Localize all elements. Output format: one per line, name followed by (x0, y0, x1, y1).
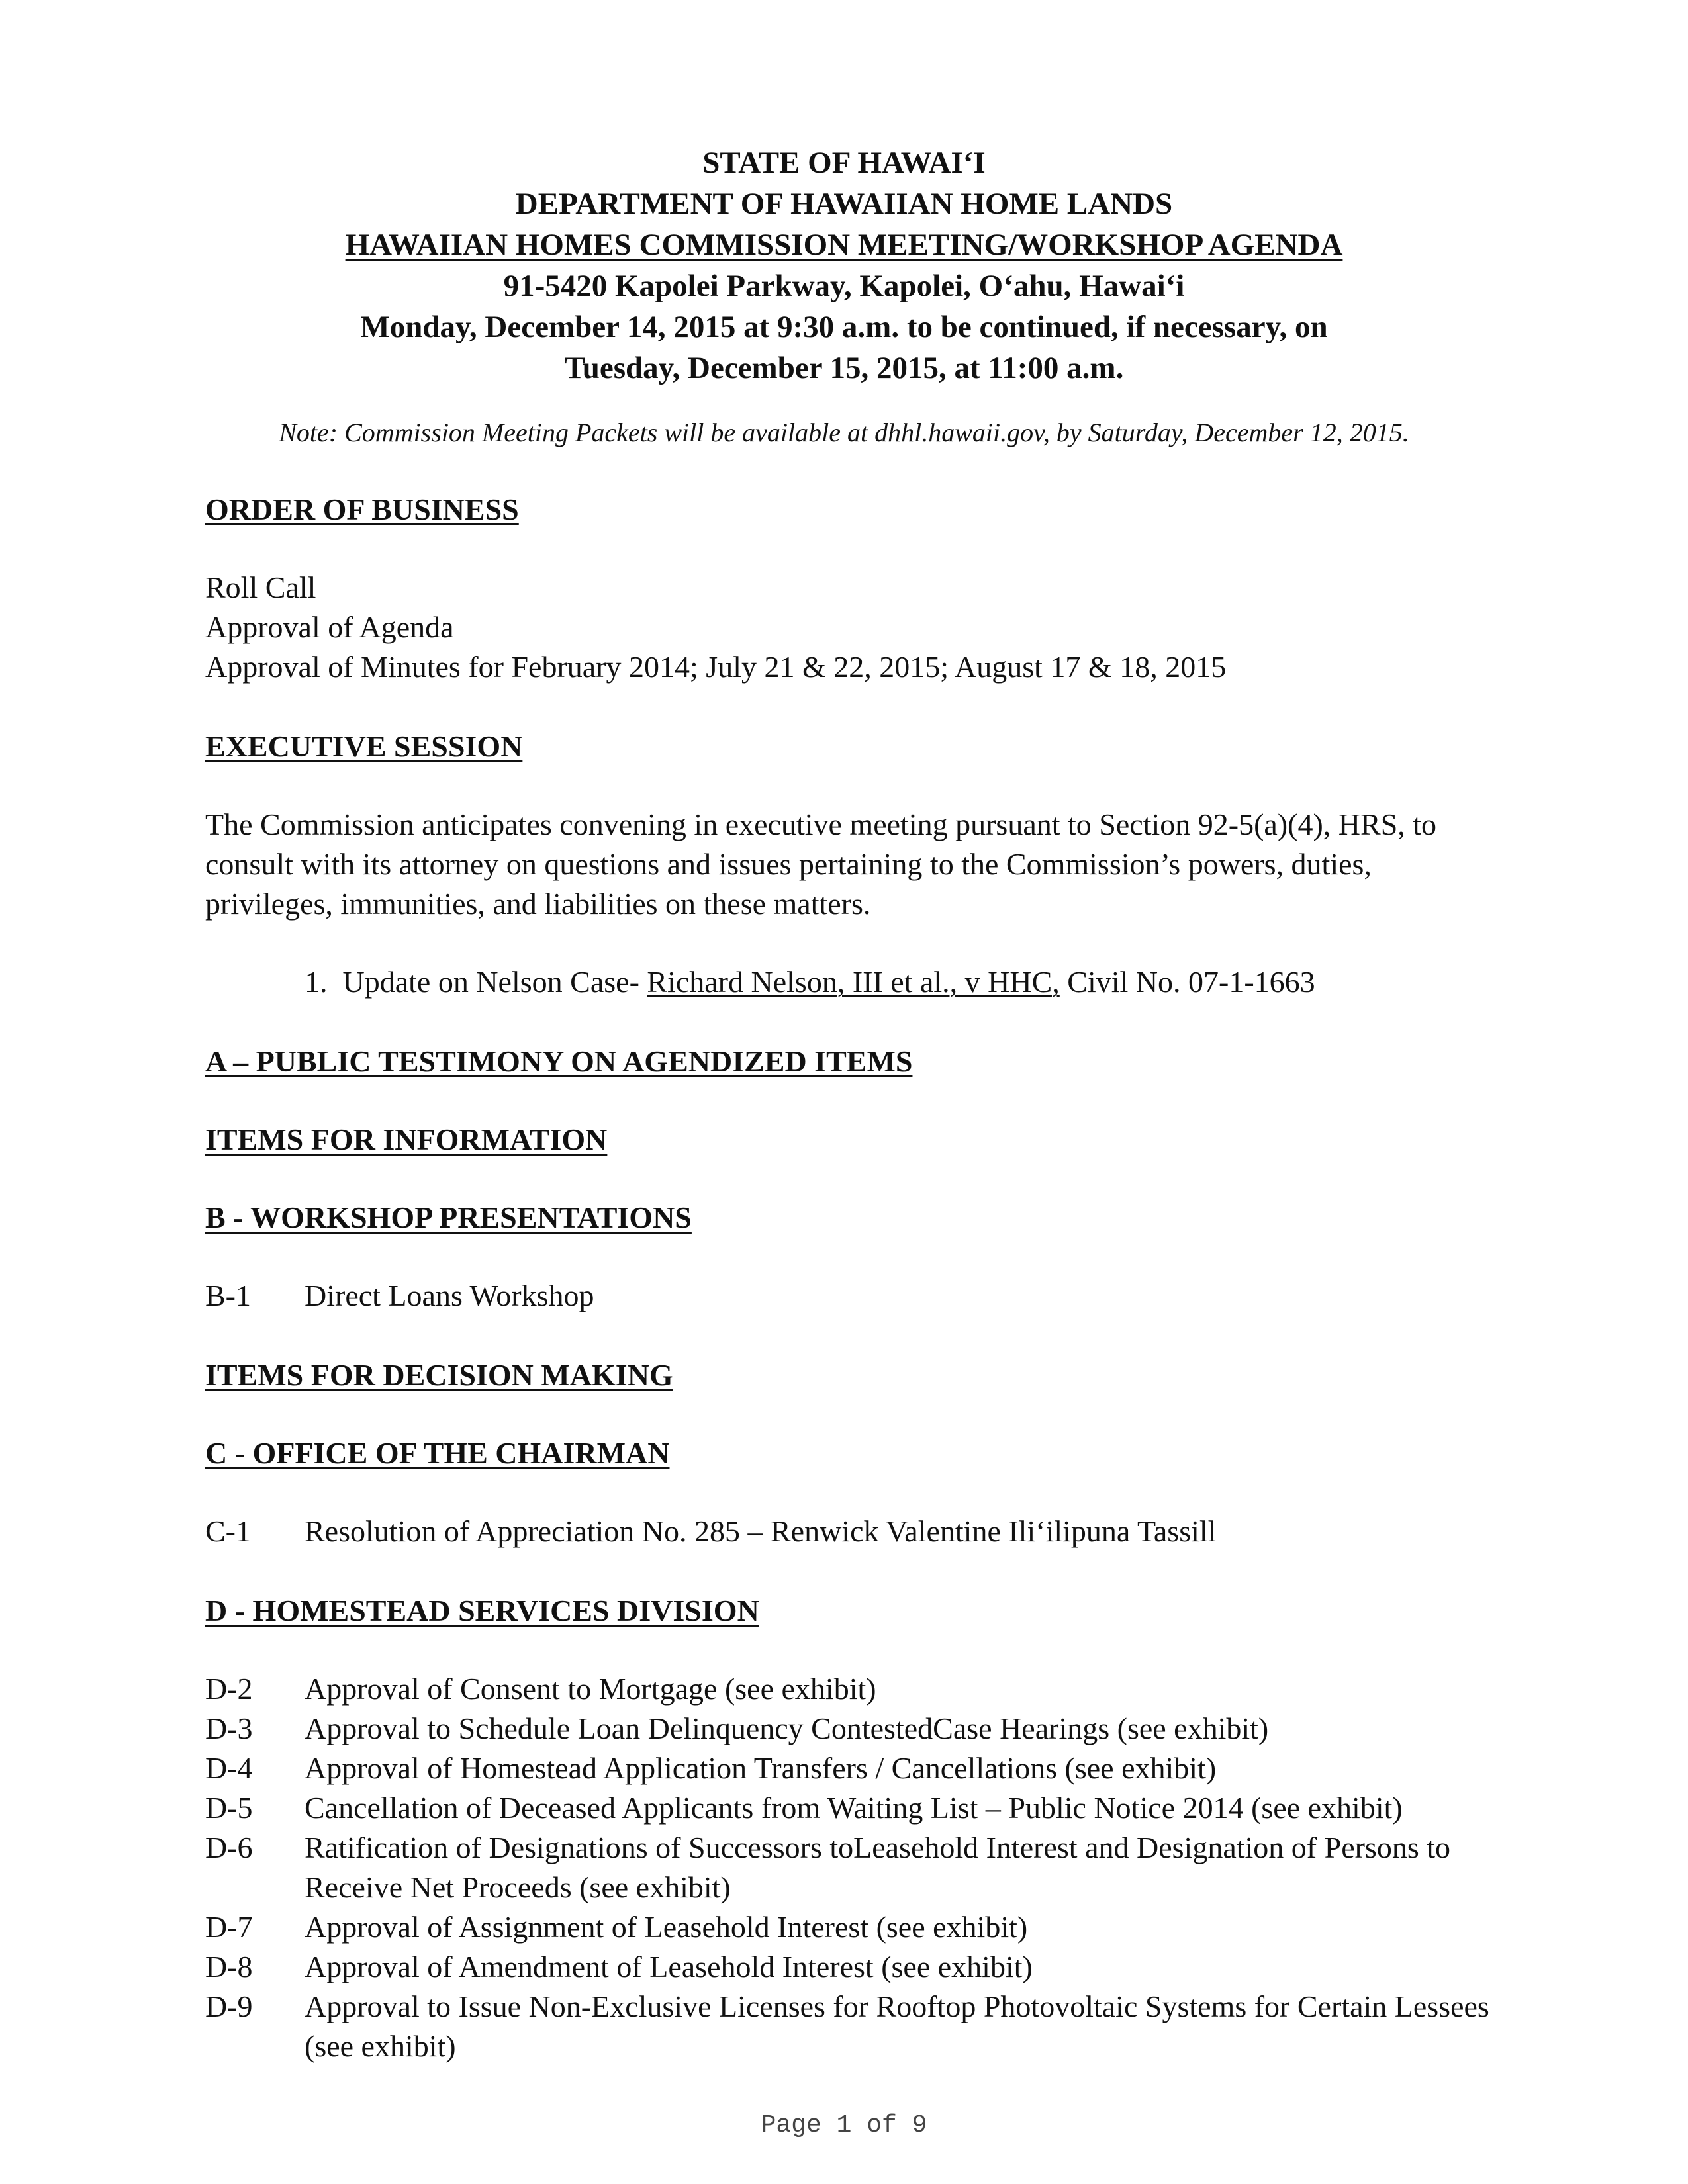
executive-session-paragraph: The Commission anticipates convening in executive meeting pursuant to Section 92-5(a)(4), HRS, to consult with its attorney on questions and issues pertaining to the Commission’s powers, duties, privileges, immunities, and liabilities on these matters. (205, 807, 1437, 921)
item-text: Approval to Schedule Loan Delinquency ContestedCase Hearings (see exhibit) (305, 1711, 1269, 1745)
list-item (205, 1907, 1516, 1947)
item-text: Resolution of Appreciation No. 285 – Renwick Valentine Ili‘ilipuna Tassill (305, 1514, 1217, 1548)
header-address: 91-5420 Kapolei Parkway, Kapolei, O‘ahu, Hawai‘i (503, 269, 1185, 303)
header-state: STATE OF HAWAI‘I (702, 146, 986, 180)
list-item (205, 1947, 1516, 1987)
item-code: D-2 (205, 1672, 253, 1706)
item-code: D-7 (205, 1910, 253, 1944)
item-text: Approval of Homestead Application Transfers / Cancellations (see exhibit) (305, 1751, 1217, 1785)
list-item (205, 1276, 1516, 1316)
header-date-line-2: Tuesday, December 15, 2015, at 11:00 a.m. (564, 351, 1124, 385)
item-code: D-3 (205, 1711, 253, 1745)
enum-number: 1. (305, 965, 328, 999)
item-text: Ratification of Designations of Successors toLeasehold Interest and Designation of Persons to Receive Net Proceeds (see exhibit) (305, 1831, 1451, 1904)
list-item (205, 1749, 1516, 1788)
item-code: D-6 (205, 1831, 253, 1864)
items-for-information-heading: ITEMS FOR INFORMATION (205, 1122, 608, 1156)
item-code: C-1 (205, 1514, 251, 1548)
header-date-line-1: Monday, December 14, 2015 at 9:30 a.m. to be continued, if necessary, on (360, 310, 1328, 344)
list-item (205, 1512, 1516, 1551)
header-agenda-title: HAWAIIAN HOMES COMMISSION MEETING/WORKSHOP AGENDA (345, 228, 1343, 262)
order-item-roll-call: Roll Call (205, 570, 316, 604)
page-number: Page 1 of 9 (761, 2111, 927, 2140)
list-item (205, 1828, 1516, 1907)
header-department: DEPARTMENT OF HAWAIIAN HOME LANDS (515, 187, 1173, 221)
item-text: Approval of Amendment of Leasehold Interest (see exhibit) (305, 1950, 1033, 1983)
section-a-heading: A – PUBLIC TESTIMONY ON AGENDIZED ITEMS (205, 1044, 913, 1078)
section-b-heading: B - WORKSHOP PRESENTATIONS (205, 1201, 692, 1234)
list-item (205, 1669, 1516, 1709)
enum-suffix: Civil No. 07-1-1663 (1059, 965, 1315, 999)
order-item-approval-agenda: Approval of Agenda (205, 610, 454, 644)
list-item (205, 1788, 1516, 1828)
enum-prefix: Update on Nelson Case- (342, 965, 647, 999)
order-item-approval-minutes: Approval of Minutes for February 2014; July 21 & 22, 2015; August 17 & 18, 2015 (205, 650, 1227, 684)
executive-session-item (205, 962, 1516, 1002)
item-code: D-5 (205, 1791, 253, 1825)
item-code: D-4 (205, 1751, 253, 1785)
item-text: Direct Loans Workshop (305, 1279, 594, 1312)
order-of-business-heading: ORDER OF BUSINESS (205, 492, 519, 526)
item-code: D-8 (205, 1950, 253, 1983)
list-item (205, 1709, 1516, 1749)
items-for-decision-heading: ITEMS FOR DECISION MAKING (205, 1358, 673, 1392)
case-name: Richard Nelson, III et al., v HHC, (647, 965, 1060, 999)
item-text: Cancellation of Deceased Applicants from Waiting List – Public Notice 2014 (see exhibit) (305, 1791, 1403, 1825)
item-text: Approval of Assignment of Leasehold Interest (see exhibit) (305, 1910, 1028, 1944)
item-text: Approval of Consent to Mortgage (see exhibit) (305, 1672, 876, 1706)
agenda-body (205, 490, 1516, 2066)
item-text: Approval to Issue Non-Exclusive Licenses for Rooftop Photovoltaic Systems for Certain Lessees (see exhibit) (305, 1989, 1489, 2063)
executive-session-heading: EXECUTIVE SESSION (205, 729, 523, 763)
item-code: B-1 (205, 1279, 251, 1312)
document-header (0, 142, 1688, 388)
packets-note: Note: Commission Meeting Packets will be available at dhhl.hawaii.gov, by Saturday, December 12, 2015. (279, 418, 1409, 447)
list-item (205, 1987, 1516, 2066)
section-c-heading: C - OFFICE OF THE CHAIRMAN (205, 1436, 670, 1470)
item-code: D-9 (205, 1989, 253, 2023)
section-d-heading: D - HOMESTEAD SERVICES DIVISION (205, 1594, 759, 1627)
